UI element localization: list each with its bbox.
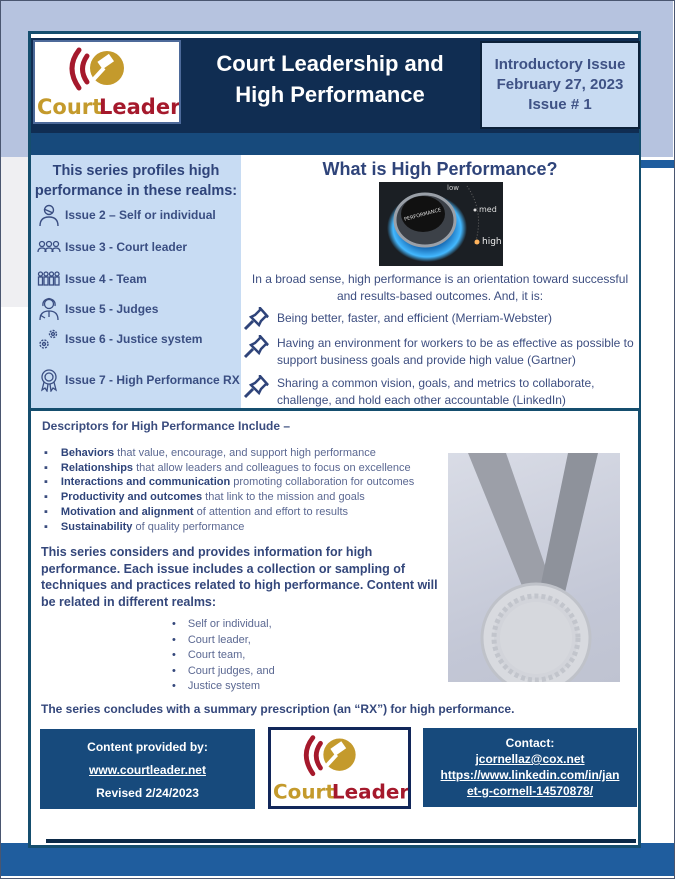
section-heading: What is High Performance? (322, 159, 558, 179)
sidebar-heading-line-1: This series profiles high (52, 163, 220, 179)
contact-box (423, 728, 637, 807)
newsletter-title (185, 48, 475, 110)
provided-by-label: Content provided by: (87, 740, 208, 754)
intro-line-1: In a broad sense, high performance is an orientation toward successful (251, 272, 629, 286)
linkedin-link-line-2[interactable]: et-g-cornell-14570878/ (466, 784, 594, 798)
judge-icon (37, 297, 61, 321)
group-icon (37, 235, 61, 259)
definition-text: Being better, faster, and efficient (Merriam-Webster) (277, 311, 553, 325)
realms-list (172, 617, 275, 695)
sidebar-heading (31, 161, 241, 201)
issue-info-box (480, 41, 640, 129)
sidebar-item-label: Issue 6 - Justice system (65, 332, 203, 346)
performance-dial-image (379, 182, 503, 266)
descriptors-list (44, 446, 414, 534)
sidebar-item-rx (37, 368, 240, 392)
person-icon (37, 203, 61, 227)
intro-text (241, 271, 639, 305)
contact-label: Contact: (505, 736, 555, 750)
footer-logo-text-leader: Leader (331, 779, 408, 804)
sidebar-item-judges (37, 297, 158, 321)
footer-logo-text-court: Court (273, 779, 335, 804)
website-link[interactable]: www.courtleader.net (89, 763, 206, 777)
realm-item: • Court judges, and (172, 664, 275, 680)
realm-item: • Self or individual, (172, 617, 275, 633)
realm-item: • Court team, (172, 648, 275, 664)
courtleader-logo (33, 40, 181, 124)
pushpin-icon (243, 335, 269, 359)
content-provider-box (40, 729, 255, 809)
section-divider (31, 408, 639, 411)
descriptors-title: Descriptors for High Performance Include – (42, 419, 291, 433)
award-ribbon-icon (37, 368, 61, 392)
title-line-1: Court Leadership and (216, 51, 444, 76)
right-accent-band (641, 160, 674, 168)
descriptor-item: ▪ Sustainability of quality performance (44, 520, 414, 535)
sidebar-item-label: Issue 5 - Judges (65, 302, 159, 316)
sidebar-item-label: Issue 4 - Team (65, 272, 147, 286)
realms-sidebar (31, 155, 241, 408)
descriptor-item: ▪ Productivity and outcomes that link to the mission and goals (44, 490, 414, 505)
sidebar-item-label: Issue 3 - Court leader (65, 240, 188, 254)
title-line-2: High Performance (235, 82, 425, 107)
pushpin-icon (243, 307, 269, 331)
logo-text-court: Court (37, 95, 103, 119)
frame-bottom-shadow (46, 839, 636, 843)
pushpin-icon (243, 375, 269, 399)
sidebar-item-self (37, 203, 216, 227)
dial-label-high: high (482, 237, 502, 247)
linkedin-link-line-1[interactable]: https://www.linkedin.com/in/jan (440, 768, 620, 782)
footer-courtleader-logo (268, 727, 411, 809)
revised-date: Revised 2/24/2023 (96, 786, 199, 800)
sidebar-heading-line-2: performance in these realms: (34, 183, 238, 199)
email-link[interactable]: jcornellaz@cox.net (475, 752, 585, 766)
dial-label-performance: PERFORMANCE (403, 207, 442, 223)
sidebar-item-team (37, 267, 147, 291)
logo-text-leader: Leader (99, 95, 179, 119)
definition-text-line-1: Having an environment for workers to be as effective as possible to (277, 336, 634, 350)
definition-item (243, 307, 552, 331)
series-conclusion: The series concludes with a summary prescription (an “RX”) for high performance. (41, 702, 515, 716)
definition-text-line-2: challenge, and hold each other accountable (LinkedIn) (277, 393, 566, 407)
definition-item (243, 335, 634, 369)
sidebar-item-label: Issue 2 – Self or individual (65, 208, 216, 222)
sidebar-item-court-leader (37, 235, 187, 259)
descriptor-item: ▪ Interactions and communication promoting collaboration for outcomes (44, 475, 414, 490)
definition-text-line-1: Sharing a common vision, goals, and metrics to collaborate, (277, 376, 595, 390)
definition-text-line-2: support business goals and provide high value (Gartner) (277, 353, 576, 367)
gears-icon (37, 327, 61, 351)
descriptor-item: ▪ Motivation and alignment of attention and effort to results (44, 505, 414, 520)
series-paragraph: This series considers and provides information for high performance. Each issue includes a collection or sampling of techniques and practices related to high performance. Content will be related in different realms: (41, 545, 438, 609)
intro-line-2: and results-based outcomes. And, it is: (336, 289, 544, 303)
issue-date: February 27, 2023 (496, 76, 624, 93)
dial-label-low: low (447, 184, 459, 192)
left-gray-band (1, 157, 29, 307)
sidebar-item-justice-system (37, 327, 202, 351)
descriptor-item: ▪ Relationships that allow leaders and colleagues to focus on excellence (44, 461, 414, 476)
header-sub-bar (31, 133, 639, 155)
issue-label: Introductory Issue (494, 56, 626, 73)
issue-number: Issue # 1 (528, 96, 592, 113)
what-is-high-performance-section (241, 155, 639, 408)
sidebar-item-label: Issue 7 - High Performance RX (65, 373, 240, 387)
descriptor-item: ▪ Behaviors that value, encourage, and support high performance (44, 446, 414, 461)
realm-item: • Justice system (172, 679, 275, 695)
dial-label-med: med (479, 205, 497, 214)
team-icon (37, 267, 61, 291)
realm-item: • Court leader, (172, 633, 275, 649)
definition-item (243, 375, 595, 409)
silver-medal-image (448, 453, 620, 682)
